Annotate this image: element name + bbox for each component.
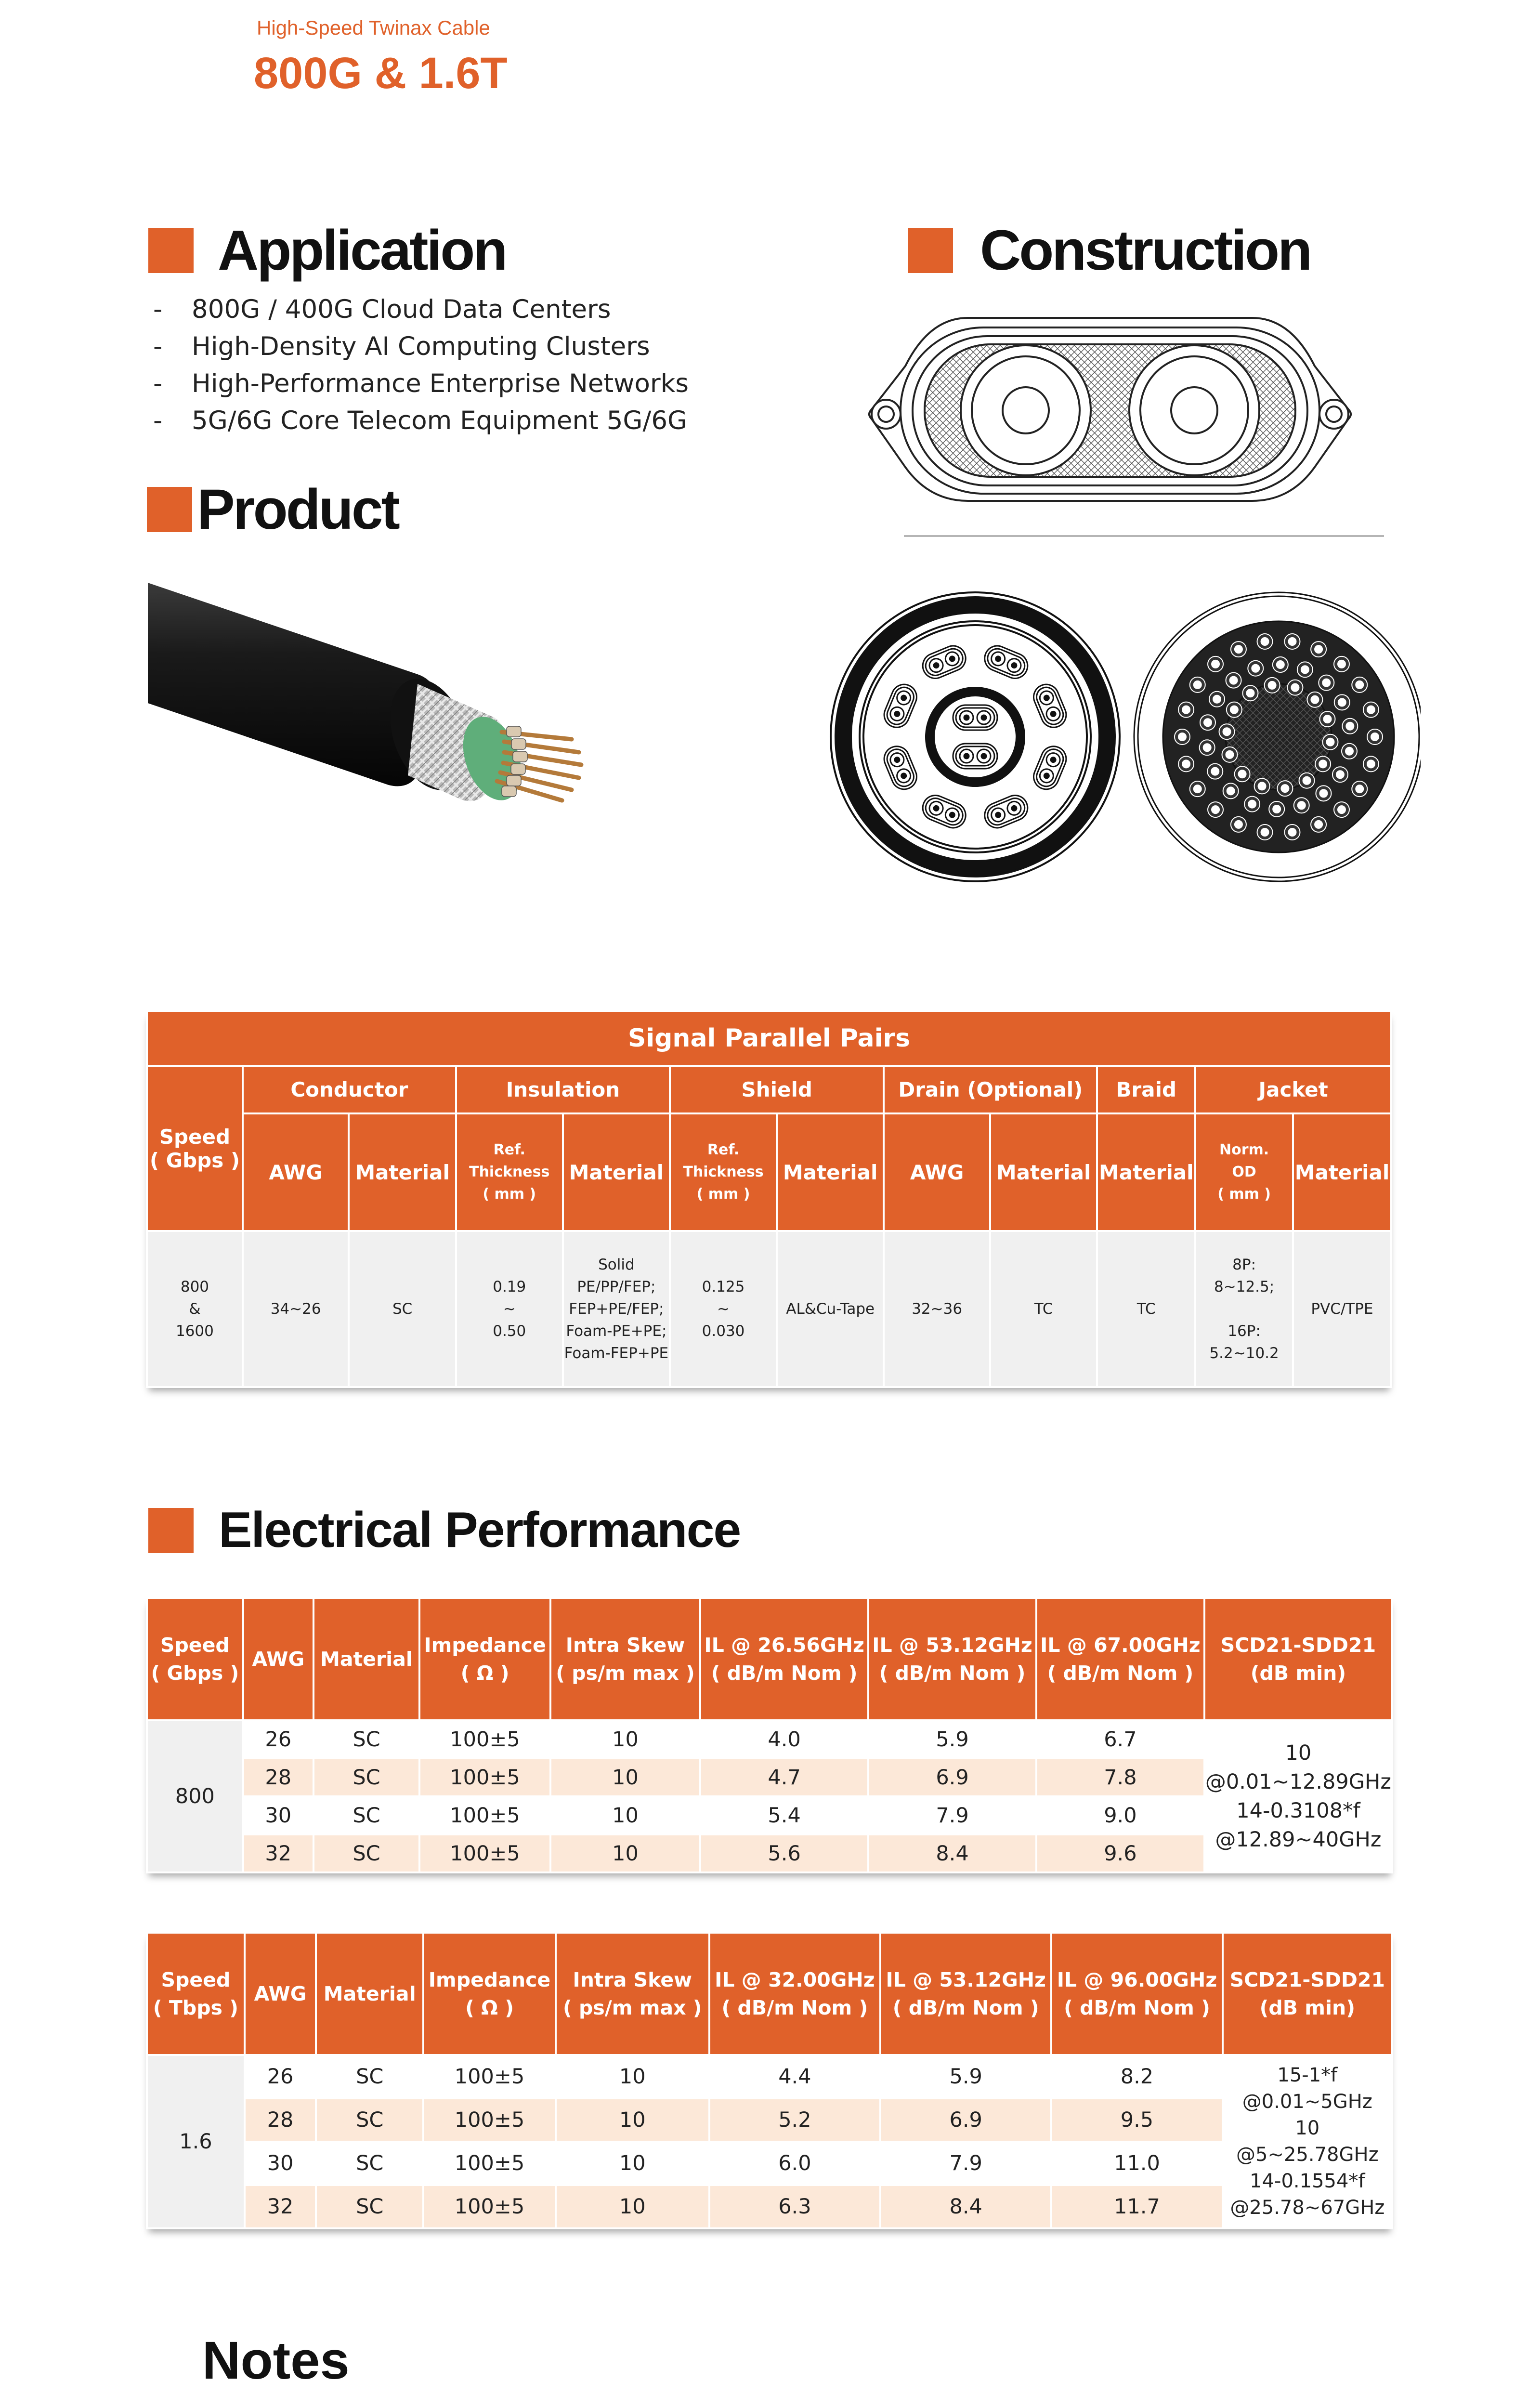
wire-strand — [1209, 692, 1225, 707]
wire-strand — [1311, 817, 1326, 832]
table-row: 1.6 26 SC 100±5 10 4.4 5.9 8.2 15-1*f @0.01~5GHz 10 @5~25.78GHz 14-0.1554*f @25.78~67GHz — [148, 2056, 1391, 2097]
performance-table-1-6t: Speed ( Tbps ) AWG Material Impedance ( Ω ) Intra Skew ( ps/m max ) IL @ 32.00GHz ( dB/m Nom ) IL @ 53.12GHz ( dB/m Nom ) IL @ 96.00GHz ( dB/m Nom ) SCD21-SDD21 (dB min) 1.6 26 SC 100±5 10 4.4 5.9 8.2 15-1*f @0.01~5GHz 10 @5~25.78GHz 14-0.1554*f @25.78~67GHz 28 SC 100±5 10 5.2 6.9 9.5 30 SC 100±5 10 6.0 7.9 11.0 32 SC 100±5 10 6.3 8.4 11.7 — [146, 1932, 1393, 2229]
wire-strand — [1307, 692, 1322, 707]
wire-strand — [1175, 729, 1190, 745]
section-marker — [148, 1508, 194, 1553]
section-marker — [148, 228, 194, 273]
wire-strand — [1190, 781, 1205, 797]
wire-strand — [1273, 657, 1288, 672]
speed-header: Speed ( Gbps ) — [148, 1067, 242, 1230]
group-conductor: Conductor — [244, 1067, 455, 1112]
twinax-pair — [953, 705, 997, 730]
wire-strand — [1352, 781, 1367, 797]
page-subtitle: High-Speed Twinax Cable — [257, 16, 490, 39]
table-row: 28 SC 100±5 10 4.7 6.9 7.8 — [148, 1759, 1391, 1795]
wire-strand — [1315, 756, 1331, 772]
table-row: 32 SC 100±5 10 6.3 8.4 11.7 — [148, 2186, 1391, 2227]
list-item: - 800G / 400G Cloud Data Centers — [153, 295, 611, 324]
wire-strand — [1190, 677, 1205, 693]
wire-strand — [1231, 641, 1246, 657]
wire-strand — [1322, 734, 1338, 750]
wire-strand — [1297, 662, 1313, 677]
braid-material-header: Material — [1098, 1114, 1194, 1230]
wire-strand — [1334, 802, 1349, 817]
wire-strand — [1200, 715, 1215, 730]
list-item: - High-Density AI Computing Clusters — [153, 332, 650, 361]
scd21-cell: 15-1*f @0.01~5GHz 10 @5~25.78GHz 14-0.1554*f @25.78~67GHz — [1224, 2056, 1391, 2227]
table-row: 800 & 1600 34~26 SC 0.19 ~ 0.50 Solid PE/PP/FEP; FEP+PE/FEP; Foam-PE+PE; Foam-FEP+PE 0.125 ~ 0.030 AL&Cu-Tape 32~36 TC TC 8P: 8~12.5; 16P: 5.2~10.2 PVC/TPE — [148, 1232, 1390, 1386]
wire-strand — [1284, 824, 1300, 840]
product-title: Product — [197, 478, 398, 541]
wire-strand — [1257, 634, 1273, 649]
wire-strand — [1231, 817, 1246, 832]
section-marker — [908, 228, 953, 273]
table-row: 800 26 SC 100±5 10 4.0 5.9 6.7 10 @0.01~12.89GHz 14-0.3108*f @12.89~40GHz — [148, 1721, 1391, 1757]
wire-strand — [1363, 702, 1379, 718]
conductor-material-header: Material — [350, 1114, 455, 1230]
jacket-material-header: Material — [1294, 1114, 1390, 1230]
wire-strand — [1222, 747, 1238, 762]
list-item: - 5G/6G Core Telecom Equipment 5G/6G — [153, 406, 688, 435]
group-insulation: Insulation — [457, 1067, 669, 1112]
wire-strand — [1367, 729, 1383, 745]
wire-strand — [1311, 641, 1326, 657]
application-heading — [148, 218, 506, 283]
construction-heading — [908, 218, 1310, 283]
wire-strand — [1242, 685, 1258, 701]
wire-strand — [1223, 783, 1239, 798]
wire-strand — [1299, 773, 1315, 788]
electrical-heading — [148, 1502, 740, 1559]
wire-strand — [1200, 740, 1215, 755]
signal-pairs-table — [146, 1010, 1392, 1388]
wire-strand — [1219, 724, 1235, 739]
group-shield: Shield — [671, 1067, 883, 1112]
wire-strand — [1342, 744, 1357, 759]
wire-strand — [1257, 824, 1273, 840]
table-row: 32 SC 100±5 10 5.6 8.4 9.6 — [148, 1835, 1391, 1871]
twinax-cross-section-drawing — [869, 318, 1351, 501]
wire-strand — [1227, 702, 1242, 718]
section-marker — [147, 487, 192, 532]
wire-strand — [1226, 673, 1241, 688]
drain-awg-header: AWG — [885, 1114, 989, 1230]
wire-strand — [1178, 702, 1194, 718]
jacket-od-header: Norm. OD ( mm ) — [1196, 1114, 1292, 1230]
conductor-awg-header: AWG — [244, 1114, 348, 1230]
wire-strand — [1352, 677, 1367, 693]
wire-strand — [1316, 785, 1331, 801]
scd21-cell: 10 @0.01~12.89GHz 14-0.3108*f @12.89~40GHz — [1205, 1721, 1391, 1871]
shield-thickness-header: Ref. Thickness ( mm ) — [671, 1114, 776, 1230]
speed-cell: 1.6 — [148, 2056, 244, 2227]
insulation-thickness-header: Ref. Thickness ( mm ) — [457, 1114, 562, 1230]
insulation-material-header: Material — [564, 1114, 669, 1230]
wire-strand — [1319, 675, 1334, 691]
wire-strand — [1244, 797, 1260, 812]
wire-strand — [1363, 756, 1379, 772]
group-jacket: Jacket — [1196, 1067, 1390, 1112]
product-heading — [147, 477, 398, 542]
round-cable-cross-section-drawing — [831, 592, 1120, 881]
wire-strand — [1265, 678, 1280, 693]
drain-material-header: Material — [991, 1114, 1096, 1230]
wire-strand — [1319, 711, 1335, 727]
electrical-title: Electrical Performance — [219, 1502, 741, 1558]
notes-title: Notes — [202, 2331, 350, 2390]
shield-material-header: Material — [778, 1114, 883, 1230]
wire-strand — [1235, 766, 1250, 782]
wire-strand — [1284, 634, 1300, 649]
table-row: 30 SC 100±5 10 5.4 7.9 9.0 — [148, 1797, 1391, 1833]
page-title: 800G & 1.6T — [254, 49, 508, 98]
wire-strand — [1277, 781, 1293, 796]
signal-pairs-title: Signal Parallel Pairs — [148, 1012, 1390, 1065]
wire-strand — [1334, 694, 1350, 710]
construction-diagram — [828, 308, 1421, 886]
table-row: 30 SC 100±5 10 6.0 7.9 11.0 — [148, 2143, 1391, 2184]
application-title: Application — [218, 219, 506, 282]
table-row: 28 SC 100±5 10 5.2 6.9 9.5 — [148, 2099, 1391, 2141]
wire-strand — [1332, 767, 1348, 782]
wire-strand — [1342, 719, 1358, 734]
wire-strand — [1287, 680, 1303, 695]
wire-strand — [1269, 801, 1284, 817]
group-drain: Drain (Optional) — [885, 1067, 1096, 1112]
wire-strand — [1207, 764, 1223, 779]
wire-strand — [1294, 798, 1309, 813]
group-braid: Braid — [1098, 1067, 1194, 1112]
wire-strand — [1178, 756, 1194, 772]
cable-product-image — [148, 573, 615, 828]
twinax-pair — [953, 744, 997, 769]
wire-strand — [1254, 778, 1270, 794]
performance-table-800g: Speed ( Gbps ) AWG Material Impedance ( Ω ) Intra Skew ( ps/m max ) IL @ 26.56GHz ( dB/m Nom ) IL @ 53.12GHz ( dB/m Nom ) IL @ 67.00GHz ( dB/m Nom ) SCD21-SDD21 (dB min) 800 26 SC 100±5 10 4.0 5.9 6.7 10 @0.01~12.89GHz 14-0.3108*f @12.89~40GHz 28 SC 100±5 10 4.7 6.9 7.8 30 SC 100±5 10 5.4 7.9 9.0 32 SC 100±5 10 5.6 8.4 9.6 — [146, 1597, 1393, 1873]
speed-cell: 800 — [148, 1721, 242, 1871]
wire-strand — [1208, 802, 1223, 817]
list-item: - High-Performance Enterprise Networks — [153, 369, 689, 398]
construction-title: Construction — [980, 219, 1311, 282]
wire-strand — [1248, 661, 1263, 676]
wire-strand — [1334, 656, 1349, 672]
application-list — [153, 291, 689, 439]
wire-strand — [1208, 656, 1223, 672]
